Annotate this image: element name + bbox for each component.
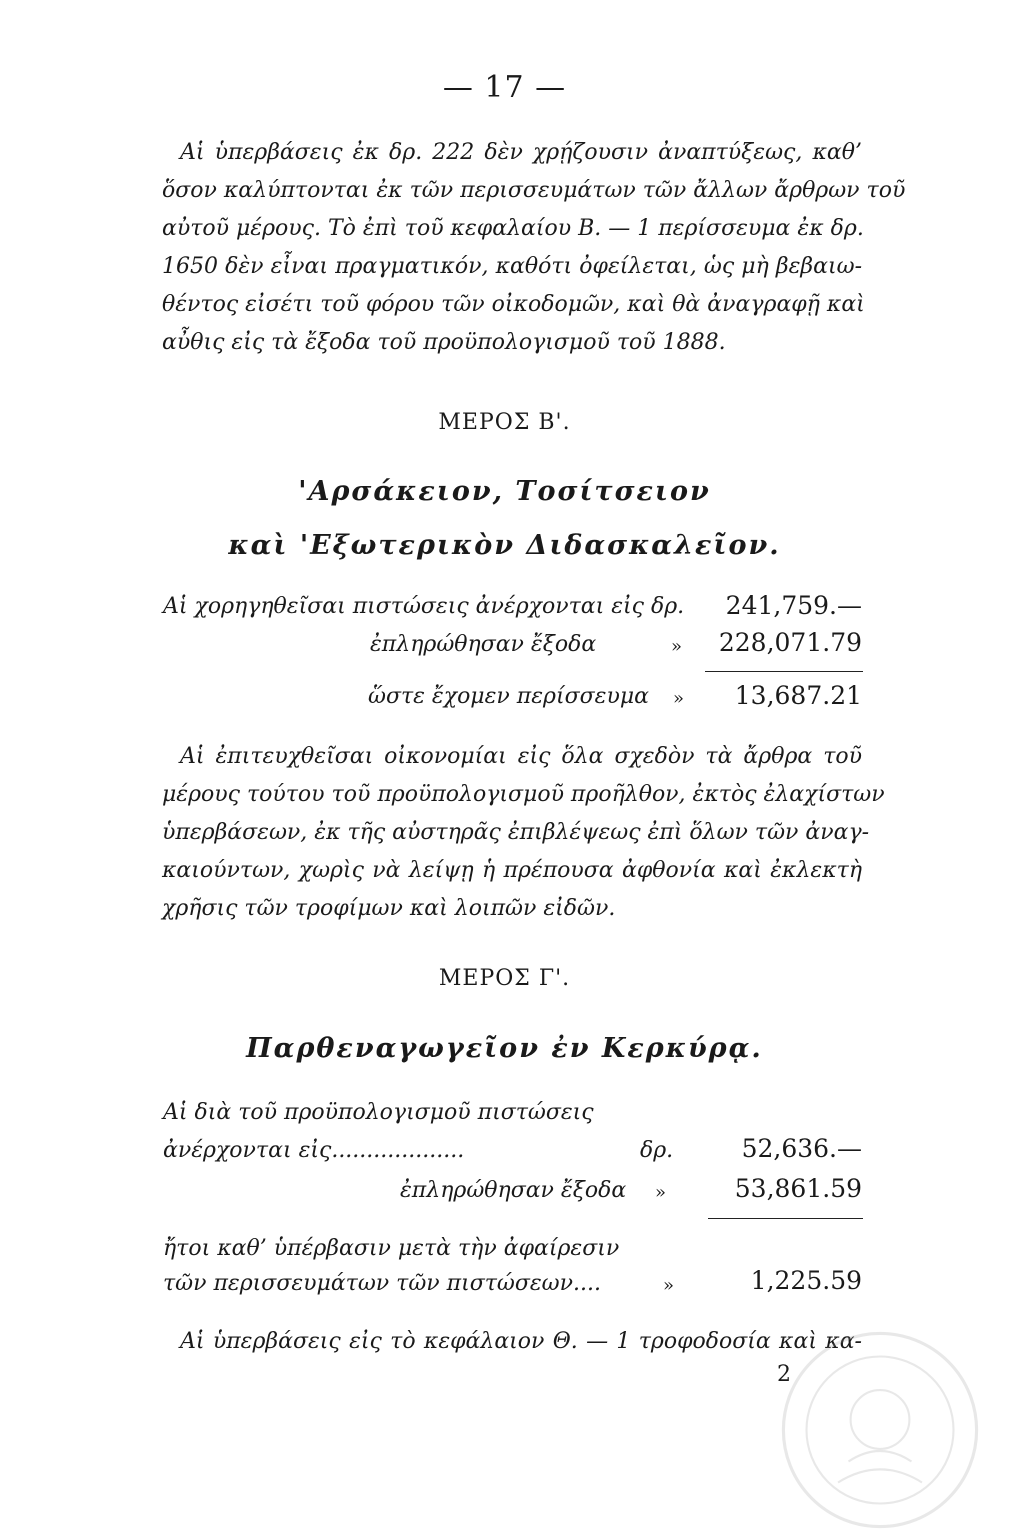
text-line: καιούντων, χωρὶς νὰ λείψῃ ἡ πρέπουσα ἀφθονία καὶ ἐκλεκτὴ	[162, 858, 862, 883]
text-line: Αἱ ἐπιτευχθεῖσαι οἰκονομίαι εἰς ὅλα σχεδὸν τὰ ἄρθρα τοῦ	[180, 744, 862, 769]
expenses-mark: »	[671, 636, 683, 657]
credits-label: Αἱ χορηγηθεῖσαι πιστώσεις ἀνέρχονται εἰς δρ.	[163, 594, 685, 619]
part-b-title-line1: 'Αρσάκειον, Τοσίτσειον	[298, 476, 711, 507]
surplus-mark: »	[673, 688, 685, 709]
part-c-heading: ΜΕΡΟΣ Γ'.	[438, 966, 571, 991]
credits-amount: 241,759.—	[725, 591, 862, 620]
expenses-label: ἐπληρώθησαν ἔξοδα	[370, 632, 597, 657]
text-line: Αἱ ὑπερβάσεις εἰς τὸ κεφάλαιον Θ. — 1 τροφοδοσία καὶ κα-	[180, 1329, 862, 1354]
text-line: χρῆσις τῶν τροφίμων καὶ λοιπῶν εἰδῶν.	[162, 896, 616, 921]
credits-label-line2: ἀνέρχονται εἰς...................	[163, 1138, 465, 1163]
deficit-amount: 1,225.59	[750, 1266, 862, 1295]
text-line: αὖθις εἰς τὰ ἔξοδα τοῦ προϋπολογισμοῦ τοῦ 1888.	[162, 330, 726, 355]
part-b-title-line2: καὶ 'Εξωτερικὸν Διδασκαλεῖον.	[228, 530, 781, 561]
deficit-label-line2: τῶν περισσευμάτων τῶν πιστώσεων....	[163, 1271, 601, 1296]
deficit-mark: »	[663, 1275, 675, 1296]
text-line: αὐτοῦ μέρους. Τὸ ἐπὶ τοῦ κεφαλαίου Β. — 1 περίσσευμα ἐκ δρ.	[162, 216, 864, 241]
expenses-amount: 228,071.79	[718, 628, 862, 657]
signature-mark: 2	[777, 1362, 791, 1387]
expenses-amount: 53,861.59	[734, 1174, 862, 1203]
part-b-heading: ΜΕΡΟΣ Β'.	[438, 410, 571, 435]
credits-label-line1: Αἱ διὰ τοῦ προϋπολογισμοῦ πιστώσεις	[163, 1100, 594, 1125]
sum-rule	[705, 671, 863, 672]
sum-rule	[708, 1218, 863, 1219]
expenses-label: ἐπληρώθησαν ἔξοδα	[400, 1178, 627, 1203]
surplus-label: ὥστε ἔχομεν περίσσευμα	[368, 684, 649, 709]
text-line: ὑπερβάσεων, ἐκ τῆς αὐστηρᾶς ἐπιβλέψεως ἐπὶ ὅλων τῶν ἀναγ-	[162, 820, 870, 845]
paragraph-exceedances	[162, 134, 906, 362]
credits-currency: δρ.	[640, 1138, 674, 1163]
part-c-title: Παρθεναγωγεῖον ἐν Κερκύρᾳ.	[246, 1033, 763, 1064]
surplus-amount: 13,687.21	[734, 681, 862, 710]
text-line: 1650 δὲν εἶναι πραγματικόν, καθότι ὀφείλεται, ὡς μὴ βεβαιω-	[162, 254, 862, 279]
deficit-label-line1: ἤτοι καθ’ ὑπέρβασιν μετὰ τὴν ἀφαίρεσιν	[163, 1236, 620, 1261]
text-line: Αἱ ὑπερβάσεις ἐκ δρ. 222 δὲν χρῄζουσιν ἀναπτύξεως, καθ’	[180, 140, 862, 165]
expenses-mark: »	[655, 1182, 667, 1203]
library-stamp-icon	[775, 1325, 985, 1535]
text-line: μέρους τούτου τοῦ προϋπολογισμοῦ προῆλθον, ἐκτὸς ἐλαχίστων	[162, 782, 885, 807]
text-line: ὅσον καλύπτονται ἐκ τῶν περισσευμάτων τῶν ἄλλων ἄρθρων τοῦ	[162, 178, 906, 203]
text-line: θέντος εἰσέτι τοῦ φόρου τῶν οἰκοδομῶν, καὶ θὰ ἀναγραφῇ καὶ	[162, 292, 865, 317]
page-number: — 17 —	[442, 70, 567, 105]
paragraph-last	[162, 1323, 862, 1361]
paragraph-economies	[162, 738, 885, 928]
credits-amount: 52,636.—	[741, 1134, 862, 1163]
